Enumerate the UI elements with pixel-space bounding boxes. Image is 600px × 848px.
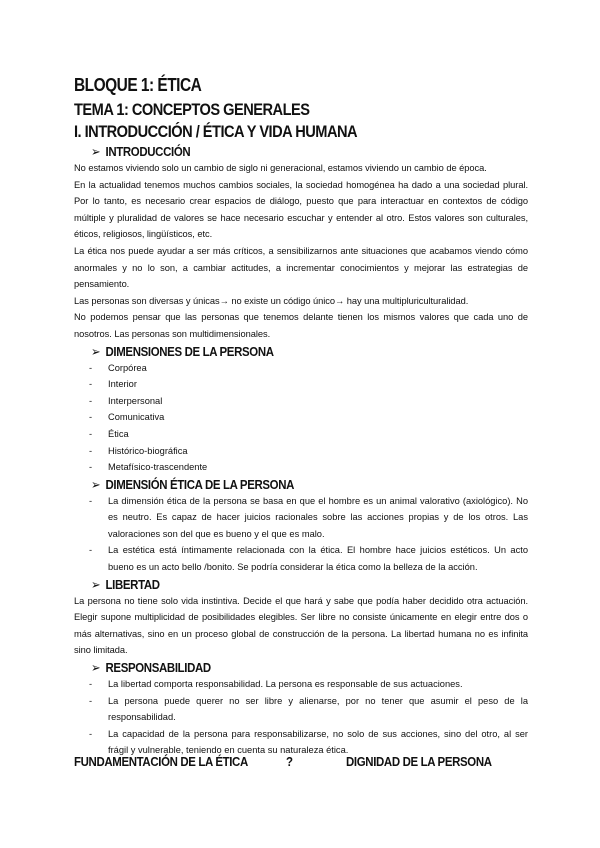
- list-item: [74, 409, 528, 426]
- arrow-icon: ➢: [91, 343, 101, 359]
- intro-paragraph-4: Las personas son diversas y únicas→ no existe un código único→ hay una multipluriculturalidad.: [74, 295, 469, 306]
- list-item-text: Ética: [108, 428, 129, 439]
- dash-icon: -: [89, 412, 93, 423]
- dash-icon: -: [89, 379, 93, 390]
- arrow-icon: ➢: [91, 476, 101, 492]
- dimensiones-heading: [91, 343, 476, 360]
- dash-icon: -: [89, 495, 93, 506]
- intro-paragraph-5: No podemos pensar que las personas que tenemos delante tienen los mismos valores que cada uno de nosotros. Las personas son multidimensionales.: [74, 312, 528, 339]
- dash-icon: -: [89, 462, 93, 473]
- libertad-title: LIBERTAD: [105, 576, 160, 592]
- list-item: [74, 376, 528, 393]
- list-item-text: La libertad comporta responsabilidad. La persona es responsable de sus actuaciones.: [108, 679, 463, 690]
- introduccion-title: INTRODUCCIÓN: [105, 144, 191, 159]
- bloque-title: BLOQUE 1: ÉTICA: [74, 75, 202, 95]
- tema-title: TEMA 1: CONCEPTOS GENERALES: [74, 100, 310, 119]
- list-item: [74, 542, 528, 575]
- list-item: [74, 676, 528, 693]
- dash-icon: -: [89, 545, 93, 556]
- list-item: [74, 393, 528, 410]
- dash-icon: -: [89, 695, 93, 706]
- section-title: I. INTRODUCCIÓN / ÉTICA Y VIDA HUMANA: [74, 122, 358, 141]
- list-item: [74, 426, 528, 443]
- dignidad-heading: DIGNIDAD DE LA PERSONA: [346, 754, 492, 769]
- dimensiones-list: [74, 360, 528, 476]
- list-item: [74, 360, 528, 377]
- libertad-paragraph: La persona no tiene solo vida instintiva. Decide el que hará y sabe que podía haber decidido otra actuación. Elegir supone multiplicidad de posibilidades elegibles. Ser libre no consiste únicamente en elegir entre dos o más alternativas, sino en un proceso global de construcción de la persona. La libertad humana no es infinita sino limitada.: [74, 595, 528, 656]
- list-item: [74, 493, 528, 543]
- introduccion-heading: [91, 143, 476, 160]
- list-item-text: Comunicativa: [108, 412, 165, 423]
- list-item-text: La estética está íntimamente relacionada con la ética. El hombre hace juicios estéticos. Un acto bueno es un acto bello /bonito. Se podría considerar la ética como la belleza de la acción.: [108, 545, 528, 573]
- dash-icon: -: [89, 728, 93, 739]
- footer-headings: [74, 754, 528, 772]
- list-item-text: Histórico-biográfica: [108, 445, 188, 456]
- question-mark: ?: [286, 754, 293, 769]
- responsabilidad-heading: [91, 659, 476, 676]
- libertad-heading: [91, 576, 476, 593]
- list-item-text: Interpersonal: [108, 395, 163, 406]
- dash-icon: -: [89, 679, 93, 690]
- list-item-text: La dimensión ética de la persona se basa en que el hombre es un animal valorativo (axiológico). No es neutro. Es capaz de hacer juicios racionales sobre las acciones propias y de los otros. Las valoraciones son del que es bueno y el que es malo.: [108, 495, 528, 539]
- arrow-icon: ➢: [91, 576, 101, 592]
- list-item-text: Interior: [108, 379, 137, 390]
- list-item-text: La persona puede querer no ser libre y alienarse, por no tener que asumir el peso de la responsabilidad.: [108, 695, 528, 723]
- dash-icon: -: [89, 362, 93, 373]
- dash-icon: -: [89, 428, 93, 439]
- fundamentacion-heading: FUNDAMENTACIÓN DE LA ÉTICA: [74, 754, 248, 769]
- intro-paragraph-2: En la actualidad tenemos muchos cambios sociales, la sociedad homogénea ha dado a una sociedad plural. Por lo tanto, es necesario crear espacios de diálogo, puesto que para interactuar en contextos de código múltiple y pluralidad de valores se hace necesario escuchar y entender al otro. Estos valores son culturales, éticos, religiosos, lingüísticos, etc.: [74, 179, 528, 240]
- dimensiones-title: DIMENSIONES DE LA PERSONA: [105, 343, 274, 359]
- list-item-text: La capacidad de la persona para responsabilizarse, no solo de sus acciones, sino del otro, al ser frágil y vulnerable, teniendo en cuenta su naturaleza ética.: [108, 728, 528, 756]
- dimension-etica-heading: [91, 476, 476, 493]
- dash-icon: -: [89, 395, 93, 406]
- arrow-icon: ➢: [91, 144, 101, 159]
- list-item-text: Corpórea: [108, 362, 147, 373]
- intro-paragraph-3: La ética nos puede ayudar a ser más críticos, a sensibilizarnos ante situaciones que acabamos viendo cómo anormales y no lo son, a cambiar actitudes, a incrementar conocimientos y mejorar las estrategias de pensamiento.: [74, 245, 528, 290]
- responsabilidad-title: RESPONSABILIDAD: [105, 660, 211, 676]
- list-item-text: Metafísico-trascendente: [108, 462, 208, 473]
- responsabilidad-list: [74, 676, 528, 759]
- document-page: [74, 72, 528, 759]
- dash-icon: -: [89, 445, 93, 456]
- list-item: [74, 443, 528, 460]
- list-item: [74, 693, 528, 726]
- list-item: [74, 459, 528, 476]
- dimension-etica-title: DIMENSIÓN ÉTICA DE LA PERSONA: [105, 476, 295, 492]
- dimension-etica-list: [74, 493, 528, 576]
- arrow-icon: ➢: [91, 660, 101, 676]
- intro-paragraph-1: No estamos viviendo solo un cambio de siglo ni generacional, estamos viviendo un cambio de época.: [74, 163, 487, 173]
